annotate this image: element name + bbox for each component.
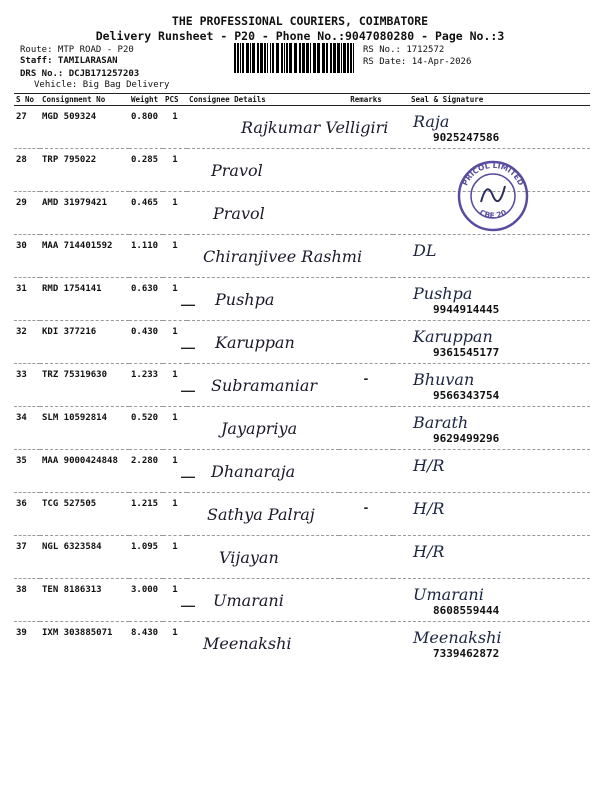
cell-weight: 1.095 (129, 536, 163, 579)
barcode-bar (322, 43, 325, 73)
consignee-handwritten-name: Rajkumar Velligiri (241, 118, 389, 137)
cell-consignment: TEN 8186313 (40, 579, 129, 622)
cell-remarks (339, 536, 393, 579)
cell-weight: 1.110 (129, 235, 163, 278)
rs-number: RS No.: 1712572 (363, 45, 445, 55)
cell-sno: 31 (14, 278, 40, 321)
signature-name: Bhuvan (413, 370, 475, 389)
cell-seal-signature (393, 235, 590, 278)
cell-consignment: RMD 1754141 (40, 278, 129, 321)
consignee-handwritten-name: Chiranjivee Rashmi (203, 247, 363, 266)
cell-pcs: 1 (163, 536, 187, 579)
table-row (14, 407, 590, 450)
stamp-top-text: PRICOL LIMITED (460, 160, 526, 187)
cell-weight: 0.465 (129, 192, 163, 235)
cell-sno: 32 (14, 321, 40, 364)
signature-name: Raja (413, 112, 450, 131)
cell-consignment: TCG 527505 (40, 493, 129, 536)
signature-phone: 9361545177 (433, 346, 500, 359)
barcode-bar (343, 43, 346, 73)
cell-seal-signature (393, 278, 590, 321)
cell-sno: 35 (14, 450, 40, 493)
cell-pcs: 1 (163, 192, 187, 235)
cell-weight: 8.430 (131, 628, 159, 638)
barcode-bar (341, 43, 342, 73)
table-row (14, 235, 590, 278)
consignee-handwritten-name: Pravol (211, 161, 263, 180)
cell-weight: 3.000 (129, 579, 163, 622)
table-row (14, 106, 590, 149)
tick-mark: — (181, 339, 195, 355)
col-sno: S No (14, 94, 40, 106)
company-seal-stamp (455, 158, 531, 234)
cell-weight: 0.430 (129, 321, 163, 364)
barcode-bar (306, 43, 309, 73)
barcode-bar (326, 43, 328, 73)
cell-consignee (187, 407, 339, 450)
consignee-handwritten-name: Pushpa (215, 290, 275, 309)
table-header-row (14, 94, 590, 106)
signature-phone: 9944914445 (433, 303, 500, 316)
barcode-bar (257, 43, 259, 73)
barcode-bar (347, 43, 349, 73)
signature-phone: 9025247586 (433, 131, 500, 144)
cell-sno: 39 (16, 628, 27, 638)
cell-pcs: 1 (163, 149, 187, 192)
cell-remarks (339, 407, 393, 450)
cell-pcs: 1 (163, 364, 187, 407)
table-row (14, 450, 590, 493)
remark-mark: - (363, 370, 369, 386)
consignee-handwritten-name: Pravol (213, 204, 265, 223)
tick-mark: — (181, 597, 195, 613)
barcode-bar (260, 43, 263, 73)
cell-consignment: TRZ 75319630 (40, 364, 129, 407)
consignee-handwritten-name: Dhanaraja (211, 462, 296, 481)
cell-pcs: 1 (163, 321, 187, 364)
barcode-bar (252, 43, 255, 73)
consignee-handwritten-name: Meenakshi (203, 634, 292, 653)
cell-consignment: NGL 6323584 (40, 536, 129, 579)
table-row (14, 278, 590, 321)
cell-sno: 30 (14, 235, 40, 278)
cell-seal-signature (393, 106, 590, 149)
consignee-handwritten-name: Subramaniar (211, 376, 318, 395)
cell-consignee (181, 278, 339, 321)
cell-consignment: IXM 303885071 (42, 628, 113, 638)
table-row (14, 622, 590, 665)
barcode-bar (310, 43, 311, 73)
cell-sno: 37 (14, 536, 40, 579)
consignee-handwritten-name: Vijayan (219, 548, 279, 567)
col-seal: Seal & Signature (393, 94, 590, 106)
cell-pcs: 1 (163, 235, 187, 278)
cell-consignment: KDI 377216 (40, 321, 129, 364)
cell-consignee (187, 106, 389, 149)
cell-consignee (181, 579, 339, 622)
barcode-bar (264, 43, 266, 73)
consignee-handwritten-name: Umarani (213, 591, 284, 610)
runsheet-title: Delivery Runsheet - P20 - Phone No.:9047080280 - Page No.:3 (95, 29, 505, 43)
remark-mark: - (363, 499, 369, 515)
cell-weight: 2.280 (129, 450, 163, 493)
barcode-bar (276, 43, 279, 73)
cell-sno: 29 (14, 192, 40, 235)
barcode-bar (234, 43, 236, 73)
barcode-bar (302, 43, 305, 73)
cell-remarks (339, 364, 393, 407)
barcode-bar (299, 43, 301, 73)
cell-sno: 33 (14, 364, 40, 407)
signature-phone: 9566343754 (433, 389, 500, 402)
cell-seal-signature (393, 536, 590, 579)
barcode-bar (313, 43, 316, 73)
signature-phone: 8608559444 (433, 604, 500, 617)
consignee-handwritten-name: Karuppan (215, 333, 295, 352)
cell-consignment: MGD 509324 (40, 106, 129, 149)
col-pcs: PCS (163, 94, 187, 106)
cell-pcs: 1 (163, 407, 187, 450)
signature-name: Karuppan (413, 327, 493, 346)
consignee-handwritten-name: Jayapriya (221, 419, 298, 438)
barcode-bar (353, 43, 354, 73)
stamp-bottom-text: CBE 20 (478, 207, 508, 221)
table-row (14, 364, 590, 407)
cell-consignment: TRP 795022 (40, 149, 129, 192)
signature-name: DL (413, 241, 437, 260)
barcode-bar (294, 43, 297, 73)
cell-consignee (181, 364, 339, 407)
barcode (234, 43, 358, 73)
cell-remarks (339, 321, 393, 364)
cell-consignment: MAA 9000424848 (40, 450, 129, 493)
cell-sno: 28 (14, 149, 40, 192)
barcode-bar (267, 43, 268, 73)
staff-text: Staff: TAMILARASAN (20, 56, 118, 66)
cell-pcs: 1 (163, 106, 187, 149)
cell-remarks (339, 579, 393, 622)
cell-seal-signature (393, 579, 590, 622)
barcode-bar (317, 43, 320, 73)
table-row (14, 579, 590, 622)
tick-mark: — (181, 468, 195, 484)
drs-number: DRS No.: DCJB171257203 (20, 69, 140, 79)
barcode-bar (272, 43, 274, 73)
cell-consignee (187, 192, 339, 235)
cell-remarks (339, 450, 393, 493)
signature-name: Meenakshi (413, 628, 502, 647)
table-row (14, 536, 590, 579)
signature-name: Barath (413, 413, 469, 432)
cell-weight: 1.215 (129, 493, 163, 536)
cell-consignee (187, 149, 339, 192)
signature-name: H/R (413, 499, 445, 518)
col-remarks: Remarks (339, 94, 393, 106)
rs-date: RS Date: 14-Apr-2026 (363, 57, 472, 67)
cell-weight: 0.800 (129, 106, 163, 149)
cell-consignment: AMD 31979421 (40, 192, 129, 235)
signature-name: H/R (413, 456, 445, 475)
cell-pcs: 1 (163, 450, 187, 493)
barcode-bar (240, 43, 241, 73)
barcode-bar (284, 43, 285, 73)
cell-remarks (339, 278, 393, 321)
company-title: THE PROFESSIONAL COURIERS, COIMBATORE (171, 14, 429, 28)
cell-pcs: 1 (172, 628, 178, 638)
barcode-bar (330, 43, 332, 73)
cell-consignee (187, 536, 339, 579)
svg-text:CBE 20 (478, 208, 508, 220)
barcode-bar (270, 43, 271, 73)
cell-pcs: 1 (163, 493, 187, 536)
consignee-handwritten-name: Sathya Palraj (207, 505, 315, 524)
cell-consignment: SLM 10592814 (40, 407, 129, 450)
col-weight: Weight (129, 94, 163, 106)
vehicle-text: Vehicle: Big Bag Delivery (34, 80, 170, 90)
cell-consignee (187, 493, 339, 536)
table-row (14, 321, 590, 364)
cell-seal-signature (393, 364, 590, 407)
cell-weight: 0.285 (129, 149, 163, 192)
table-row (14, 493, 590, 536)
cell-sno: 34 (14, 407, 40, 450)
barcode-bar (337, 43, 340, 73)
cell-seal-signature (393, 622, 590, 665)
barcode-bar (289, 43, 292, 73)
cell-weight: 0.630 (129, 278, 163, 321)
cell-remarks (339, 622, 393, 665)
barcode-bar (237, 43, 239, 73)
cell-consignment: MAA 714401592 (40, 235, 129, 278)
signature-phone: 7339462872 (433, 647, 500, 660)
barcode-bar (286, 43, 288, 73)
cell-remarks (339, 192, 393, 235)
cell-remarks (339, 149, 393, 192)
tick-mark: — (181, 382, 195, 398)
barcode-bar (242, 43, 244, 73)
col-consignment: Consignment No (40, 94, 129, 106)
cell-seal-signature (393, 407, 590, 450)
col-consignee: Consignee Details (187, 94, 339, 106)
cell-consignee (181, 321, 339, 364)
barcode-bar (350, 43, 352, 73)
cell-weight: 1.233 (129, 364, 163, 407)
signature-name: H/R (413, 542, 445, 561)
cell-consignee (187, 622, 339, 665)
cell-weight: 0.520 (129, 407, 163, 450)
cell-seal-signature (393, 450, 590, 493)
tick-mark: — (181, 296, 195, 312)
signature-name: Pushpa (413, 284, 473, 303)
cell-sno: 36 (14, 493, 40, 536)
barcode-bar (333, 43, 336, 73)
signature-name: Umarani (413, 585, 484, 604)
cell-remarks (339, 493, 393, 536)
signature-phone: 9629499296 (433, 432, 500, 445)
cell-seal-signature (393, 493, 590, 536)
cell-pcs: 1 (163, 579, 187, 622)
route-text: Route: MTP ROAD - P20 (20, 45, 134, 55)
cell-consignee (181, 450, 339, 493)
cell-sno: 38 (14, 579, 40, 622)
cell-sno: 27 (14, 106, 40, 149)
cell-consignee (187, 235, 363, 278)
cell-seal-signature (393, 321, 590, 364)
cell-pcs: 1 (163, 278, 187, 321)
barcode-bar (281, 43, 283, 73)
barcode-bar (246, 43, 249, 73)
barcode-bar (250, 43, 251, 73)
